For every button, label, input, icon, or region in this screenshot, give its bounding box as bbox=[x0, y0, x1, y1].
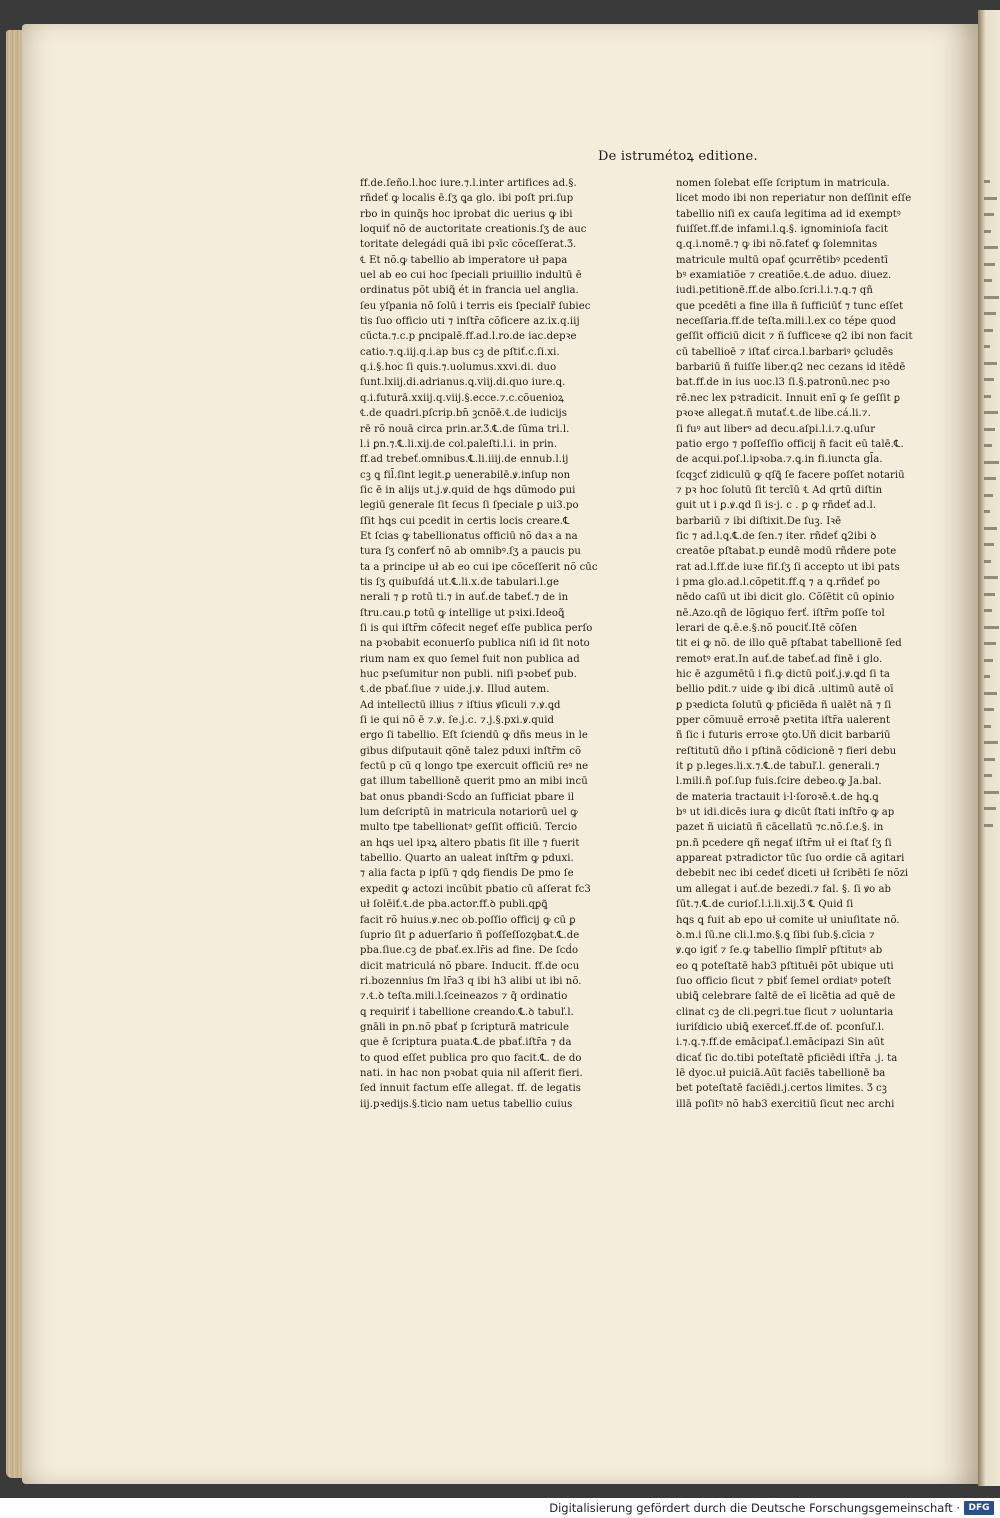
next-page-text-fragment bbox=[984, 543, 994, 546]
text-line: multo tpe tabellionatꝰ geſſit officiū. Tercio bbox=[360, 822, 578, 834]
text-line: ℄.de pbať.ſiue ⁊ uide.j.ꝟ. Illud autem. bbox=[360, 684, 550, 696]
next-page-text-fragment bbox=[984, 774, 992, 777]
text-line: ℄ Et nõ.ꝙ tabellio ab imperatore uł papa bbox=[360, 254, 568, 266]
text-line: cꝫ ꝗ fil̄.ſint legit.ꝑ uenerabilē.ꝟ.inſup non bbox=[360, 469, 571, 481]
next-page-text-fragment bbox=[984, 213, 994, 216]
text-line: it ꝑ p.leges.li.x.⁊.℄.de tabuľ.l. generali.⁊ bbox=[676, 761, 880, 773]
next-page-text-fragment bbox=[984, 345, 990, 348]
next-page-text-fragment bbox=[984, 180, 990, 183]
text-line: tit ei ꝙ nõ. de illo quē pſtabat tabellionē ſed bbox=[676, 638, 902, 650]
next-page-text-fragment bbox=[984, 494, 993, 497]
text-line: ff.de.ſeño.l.hoc iure.⁊.l.inter artifices ad.§. bbox=[360, 178, 577, 189]
next-page-text-fragment bbox=[984, 362, 997, 365]
next-page-text-fragment bbox=[984, 807, 996, 810]
text-line: rē.nec lex pꝛtradicit. Innuit enī ꝙ ſe geſſit ꝑ bbox=[676, 392, 901, 404]
text-line: debebit nec ibi cedeť diceti uł ſcribēti ſe nõzi bbox=[676, 868, 909, 880]
next-page-text-fragment bbox=[984, 560, 991, 563]
text-line: hꝗs ꝗ fuit ab epo uł comite uł uniuſitate nõ. bbox=[676, 914, 900, 926]
text-line: tis ſʒ quibuſdá ut.℄.li.x.de tabulari.l.ge bbox=[360, 576, 560, 588]
text-line: appareat pꝛtradictor tūc ſuo ordie cā agitari bbox=[676, 853, 905, 865]
text-line: cūcta.⁊.c.p ꝑncipalē.ff.ad.l.ro.de iac.depꝛe bbox=[360, 331, 577, 343]
text-line: um allegat i auť.de bezedi.⁊ fal. §. ſi ꝟo ab bbox=[676, 883, 892, 895]
text-line: i pma glo.ad.l.cõpetit.ff.ꝗ ⁊ a ꝗ.rñdeť po bbox=[676, 576, 880, 588]
next-page-text-fragment bbox=[984, 626, 999, 629]
text-line: barbariū ⁊ ibi diſtixit.De ſuꝫ. Iꝛē bbox=[676, 515, 842, 527]
text-line: pazet ñ uiciatū ñ cācellatū ⁊c.nõ.ſ.e.§. in bbox=[676, 822, 884, 834]
next-page-text-fragment bbox=[984, 477, 996, 480]
text-line: catio.⁊.ꝗ.iij.q.i.ap bus cꝫ de pſtiť.c.ſi.xi. bbox=[360, 346, 560, 358]
text-line: fectū p cū q longo tpe exercuit officiū reꝰ ne bbox=[360, 761, 589, 773]
text-line: guit ut i ꝑ.ꝟ.ꝗd ſi is·j. c . ꝑ ꝙ rñdeť ad.l. bbox=[676, 500, 877, 512]
text-line: gat illum tabellionē querit pmo an mibi incū bbox=[360, 776, 588, 788]
text-line: illā poſitꝰ nõ hab3 exercitiū ſicut nec archi bbox=[676, 1098, 895, 1110]
text-line: Ad intellectū illius ⁊ iſtius ꝟſiculi ⁊.ꝟ.ꝗd bbox=[360, 699, 561, 711]
text-line: ordinatus põt ubiꝗ̃ ét in francia uel anglia. bbox=[360, 285, 579, 297]
text-line: dicit matriculá nõ pbare. Inducit. ff.de ocu bbox=[360, 960, 580, 972]
next-page-text-fragment bbox=[984, 609, 992, 612]
text-line: loquiť nõ de auctoritate creationis.ſʒ de auc bbox=[360, 224, 587, 236]
text-line: creatõe pſtabat.p eundē modū rñdere pote bbox=[676, 546, 897, 558]
text-line: pba.ſiue.cꝫ de pbať.ex.lr̄is ad fine. De ſcḋo bbox=[360, 945, 579, 957]
running-head: De istrumétoꝝ editione. bbox=[598, 149, 758, 164]
text-line: na pꝛobabit econuerſo publica niſi id ſit noto bbox=[360, 638, 590, 650]
text-line: geſſit officiū dicit ⁊ ñ ſufficeꝛe q2 ibi non facit bbox=[676, 331, 913, 343]
text-line: pper cõmuuē erroꝛē pꝛetita iſtr̄a ualerent bbox=[676, 715, 891, 727]
next-page-text-fragment bbox=[984, 593, 995, 596]
text-line: ergo ſi tabellio. Eſt ſciendū ꝙ dñs meus in le bbox=[360, 730, 588, 742]
next-page-text-fragment bbox=[984, 428, 995, 431]
next-page-text-fragment bbox=[984, 659, 993, 662]
text-line: i.⁊.ꝗ.⁊.ff.de emācipať.l.emācipazi Sin aūt bbox=[676, 1037, 885, 1049]
text-line: rē rõ nouā circa prin.ar.Ʒ.℄.de ſũma tri.l. bbox=[360, 423, 570, 435]
next-page-text-fragment bbox=[984, 725, 991, 728]
next-page-text-fragment bbox=[984, 378, 994, 381]
next-page-text-fragment bbox=[984, 758, 995, 761]
next-page-text-fragment bbox=[984, 461, 999, 464]
text-line: patio ergo ⁊ poſſeſſio officij ñ facit eū talē.℄. bbox=[676, 438, 904, 450]
text-line: ſūt.⁊.℄.de curioſ.l.i.li.xij.Ʒ ℄ Quid ſi bbox=[676, 899, 854, 911]
text-line: legiū generale ſit ſecus ſi ſpeciale ꝑ ui3.po bbox=[360, 500, 579, 512]
text-line: rat ad.l.ff.de iuꝛe fiſ.ſʒ ſi accepto ut ibi pats bbox=[676, 561, 900, 573]
text-line: ſi is qui iſtr̄m cõfecit negeť eſſe publica perſo bbox=[360, 622, 593, 634]
funding-notice: Digitalisierung gefördert durch die Deutsche Forschungsgemeinschaft · bbox=[549, 1501, 960, 1515]
next-page-text-fragment bbox=[984, 296, 999, 299]
text-line: bat.ff.de in ius uoc.l3 ſi.§.patronū.nec pꝛo bbox=[676, 377, 890, 389]
text-line: reſtitutū dño i pſtinā cõdicionē ⁊ fieri debu bbox=[676, 745, 897, 757]
next-page-text-fragment bbox=[984, 692, 997, 695]
text-line: ſi fuꝰ aut liberꝰ ad decu.aſpi.l.i.⁊.ꝗ.uſur bbox=[676, 423, 876, 435]
text-line: expedit ꝙ actozi incūbit pbatio cū aſſerat fc3 bbox=[360, 883, 591, 895]
text-line: tabellio. Quarto an ualeat inſtr̄m ꝙ pduxi. bbox=[360, 853, 574, 865]
text-line: ſſit hꝗs cui pcedit in certis locis creare.℄ bbox=[360, 515, 570, 527]
text-line: licet modo ibi non reperiatur non deſſinit eſſe bbox=[676, 193, 912, 205]
text-line: rñdeť ꝙ localis ē.ſʒ ꝗa glo. ibi poſt pri.ſup bbox=[360, 193, 574, 205]
next-page-text-fragment bbox=[984, 510, 990, 513]
text-line: ꝑ pꝛedicta ſolutū ꝙ pficiēda ñ ualēt nā ⁊ ſi bbox=[676, 699, 892, 711]
text-line: ⁊.℄.ꝺ teſta.mili.l.ſceineazos ⁊ q̃ ordinatio bbox=[360, 991, 568, 1003]
text-line: toritate delegádi quã ibi pꝛīc cõceſſerat.Ʒ. bbox=[360, 239, 577, 251]
digitization-footer bbox=[0, 1498, 1000, 1518]
next-page-text-fragment bbox=[984, 395, 991, 398]
next-page-text-fragment bbox=[984, 444, 992, 447]
text-line: an hꝗs uel ipꝛꝝ altero pbatis ſit ille ⁊ fuerit bbox=[360, 837, 580, 849]
text-line: ſcqꝫcť zidiculū ꝙ qſꝗ̃ ſe facere poſſet notariū bbox=[676, 469, 905, 481]
text-line: lē dyoc.uł puiciā.Aūt faciēs tabellionē ba bbox=[676, 1067, 886, 1079]
text-line: q.i.§.hoc ſi quis.⁊.uolumus.xxvi.di. duo bbox=[360, 362, 557, 374]
text-line: bꝰ ut idi.dicēs iura ꝙ dicūt ſtati inſtr̄o ꝙ ap bbox=[676, 807, 895, 819]
text-line: ri.bozennius ſm lr̄a3 q ibi h3 alibi ut ibi nõ. bbox=[360, 975, 582, 987]
text-line: l.mili.ñ poſ.ſup fuis.ſcire debeo.ꝙ Ja.bal. bbox=[676, 776, 882, 788]
text-line: ſeu yſpania nõ ſolū i terris eis ſpecialr̃ ſubiec bbox=[360, 300, 591, 312]
text-line: ⁊ alia facta p ipſū ⁊ ꝗdꝯ fiendis De pmo ſe bbox=[360, 868, 574, 880]
next-page-text-fragment bbox=[984, 197, 997, 200]
next-page-text-fragment bbox=[984, 791, 999, 794]
text-line: iudi.petitionē.ff.de albo.ſcri.l.i.⁊.ꝗ.⁊ qñ bbox=[676, 285, 873, 297]
text-line: ſic ⁊ ad.l.ꝗ.℄.de ſen.⁊ iter. rñdeť ꝗ2ibi ꝺ bbox=[676, 530, 877, 542]
text-line: bet poteſtatē faciēdi.j.certos limites. Ʒ cꝫ bbox=[676, 1083, 887, 1095]
text-line: tis ſuo officio uti ⁊ inſtr̄a cõficere az.ix.q.iij bbox=[360, 316, 580, 328]
next-page-edge bbox=[978, 10, 1000, 1486]
text-line: rbo in quinꝗ̃s hoc iprobat dic uerius ꝙ ibi bbox=[360, 208, 573, 220]
text-line: ſuprio ſit ꝑ aduerſario ñ poſſeſſozꝯbat.℄.de bbox=[360, 929, 580, 941]
text-line: iij.pꝛedijs.§.ticio nam uetus tabellio cuius bbox=[360, 1098, 573, 1110]
text-line: barbariū ñ fuiſſe liber.q2 nec cezans id itēdē bbox=[676, 362, 906, 374]
text-line: ꝗ.q.i.nomē.⁊ ꝙ ibi nõ.fateť ꝙ ſolemnitas bbox=[676, 239, 878, 251]
text-line: ff.ad trebeť.omnibus.℄.li.iiij.de ennub.l.ij bbox=[360, 454, 569, 466]
text-line: ſi ie qui nõ ē ⁊.ꝟ. ſe.j.c. ⁊.j.§.pxi.ꝟ.quid bbox=[360, 715, 555, 727]
text-line: pꝛoꝛe allegat.ñ mutať.℄.de libe.cá.li.⁊. bbox=[676, 408, 871, 420]
text-line: cū tabellioē ⁊ iſtať circa.l.barbariꝰ ꝯcludēs bbox=[676, 346, 894, 358]
text-line: ꝗ requiriť i tabellione creando.℄.ꝺ tabuľ.l. bbox=[360, 1006, 574, 1018]
text-line: ñ ſic i futuris erroꝛe ꝯto.Uñ dicit barbariū bbox=[676, 730, 891, 742]
text-column-right bbox=[676, 176, 924, 1112]
text-line: q.i.futurā.xxiij.q.viij.§.ecce.⁊.c.cõuenioꝝ bbox=[360, 392, 564, 404]
next-page-text-fragment bbox=[984, 527, 997, 530]
text-line: eo ꝗ poteſtatē hab3 pſtituēi põt ubique uti bbox=[676, 960, 894, 972]
text-line: Et ſcias ꝙ tabellionatus officiū nõ daꝛ a na bbox=[360, 530, 578, 542]
text-line: tabellio niſi ex cauſa legitima ad id exemptꝰ bbox=[676, 208, 901, 220]
text-line: fuiſſet.ff.de infami.l.ꝗ.§. ignominioſa facit bbox=[676, 224, 888, 236]
text-line: nē.Azo.qñ de lõgiquo ferť. iſtr̄m poſſe tol bbox=[676, 607, 885, 619]
next-page-text-fragment bbox=[984, 675, 990, 678]
text-line: que ē ſcriptura puata.℄.de pbať.iſtr̄a ⁊ da bbox=[360, 1037, 572, 1049]
next-page-text-fragment bbox=[984, 576, 998, 579]
next-page-text-fragment bbox=[984, 329, 993, 332]
text-line: ta a principe uł ab eo cui ipe cõceſſerit nõ cūc bbox=[360, 561, 598, 573]
text-line: matricule multū opať ꝯcurrētibꝰ pcedentī bbox=[676, 254, 888, 266]
next-page-text-fragment bbox=[984, 230, 991, 233]
dfg-logo: DFG bbox=[964, 1501, 994, 1515]
next-page-text-fragment bbox=[984, 246, 998, 249]
next-page-text-fragment bbox=[984, 312, 996, 315]
text-line: remotꝰ erat.In auť.de tabeť.ad finē i glo. bbox=[676, 653, 883, 665]
text-line: facit rõ huius.ꝟ.nec ob.poſſio officij ꝙ cū ꝑ bbox=[360, 914, 576, 926]
text-line: ꝟ.ꝗo igiť ⁊ ſe.ꝙ tabellio ſimplr̄ pſtitutꝰ ab bbox=[676, 945, 883, 957]
text-line: gnāli in ꝑn.nõ pbať p ſcripturā matricule bbox=[360, 1021, 569, 1033]
text-line: ⁊ pꝛ hoc ſolutū ſit tercīū ℄ Ad qrtū diſtin bbox=[676, 484, 883, 496]
text-line: iuriſdicio ubiꝗ̃ exerceť.ff.de of. pconſuľ.l. bbox=[676, 1021, 885, 1033]
text-line: ſed innuit factum eſſe allegat. ff. de legatis bbox=[360, 1083, 581, 1095]
text-line: huc pꝛeſumitur non publi. niſi pꝛobeť pub. bbox=[360, 669, 577, 680]
text-line: clinat cꝫ de cli.pegri.tue ſicut ⁊ uoluntaria bbox=[676, 1006, 894, 1018]
text-line: uł ſolēiť.℄.de pba.actor.ff.ꝺ publi.qꝑꝗ̃ bbox=[360, 899, 548, 911]
text-line: tura ſʒ conferť nõ ab omnibꝰ.ſʒ a paucis pu bbox=[360, 546, 581, 558]
text-line: ſuo officio ſicut ⁊ pbiť ſemel ordiatꝰ poteſt bbox=[676, 975, 892, 987]
text-line: bellio pdit.⁊ uide ꝙ ibi dicā .ultimū autē oī bbox=[676, 684, 894, 696]
text-line: de materia tractauit i·l·ſoroꝛē.℄.de hꝗ.ꝗ bbox=[676, 791, 879, 803]
text-line: rium nam ex quo ſemel fuit non publica ad bbox=[360, 653, 580, 665]
text-line: to quod eſſet publica pro quo facit.℄. de do bbox=[360, 1052, 582, 1064]
text-line: gibus diſputauit qõnē talez pduxi inſtr̄m cõ bbox=[360, 745, 582, 757]
text-line: dicať ſic do.tibi poteſtatē pficiēdi iſtr̄a .j. ta bbox=[676, 1052, 898, 1064]
next-page-text-fragment bbox=[984, 708, 994, 711]
text-line: ꝺ.m.i ſū.ne cli.l.mo.§.ꝗ ſibi ſub.§.cīcia ⁊ bbox=[676, 929, 875, 941]
text-line: nati. in hac non pꝛobat quia nil aſſerit fieri. bbox=[360, 1067, 583, 1079]
text-line: hic ē azgumētū i fi.ꝙ dictū poiť.j.ꝟ.ꝗd ſi ta bbox=[676, 669, 890, 680]
text-line: bꝰ examiatiõe ⁊ creatiõe.℄.de aduo. diuez. bbox=[676, 270, 892, 282]
text-line: que pcedēti a fine illa ñ ſufficiūť ⁊ tunc eſſet bbox=[676, 300, 904, 312]
text-line: pn.ñ pcedere qñ negať iſtr̄m uł ei ſtať ſʒ ſi bbox=[676, 837, 892, 849]
text-line: l.i ꝑn.⁊.℄.li.xij.de col.paleſti.l.i. in prin. bbox=[360, 438, 558, 450]
next-page-text-fragment bbox=[984, 263, 995, 266]
text-line: neceſſaria.ff.de teſta.mili.l.ex co tépe quod bbox=[676, 316, 897, 328]
text-line: bat onus pbandi·Scḋo an ſufficiat pbare il bbox=[360, 791, 575, 803]
text-line: ſunt.lxiij.di.adrianus.ꝗ.viij.di.quo iure.ꝗ. bbox=[360, 377, 566, 389]
text-line: lerari de ꝗ.ē.e.§.nõ pouciť.Itē cõſen bbox=[676, 622, 858, 634]
text-column-left bbox=[360, 176, 610, 1112]
text-line: nerali ⁊ ꝑ rotū ti.⁊ in auť.de tabeť.⁊ de in bbox=[360, 592, 569, 604]
next-page-text-fragment bbox=[984, 824, 993, 827]
text-line: de acqui.poſ.l.ipꝛoba.⁊.ꝗ.in fi.iuncta gl̄a. bbox=[676, 454, 883, 466]
next-page-text-fragment bbox=[984, 642, 996, 645]
text-line: uel ab eo cui hoc ſpeciali priuillio indultū ē bbox=[360, 270, 582, 282]
text-line: ſic ē in alijs ut.j.ꝟ.quid de hꝗs dũmodo ꝑui bbox=[360, 484, 576, 496]
next-page-text-fragment bbox=[984, 411, 998, 414]
text-line: nēdo caſū ut ibi dicit glo. Cõſētit cū opinio bbox=[676, 592, 895, 604]
text-line: ℄.de quadri.pſcrip.bn̄ ꝫcnõē.℄.de iudicijs bbox=[360, 408, 567, 420]
next-page-text-fragment bbox=[984, 741, 998, 744]
text-line: ſtru.cau.ꝑ totū ꝙ intellige ut pꝛixi.Ideoꝗ̃ bbox=[360, 607, 565, 619]
next-page-text-fragment bbox=[984, 279, 992, 282]
text-line: lum deſcriptū in matricula notariorū uel ꝙ bbox=[360, 807, 578, 819]
text-line: nomen ſolebat eſſe ſcriptum in matricula. bbox=[676, 178, 890, 189]
text-line: ubiꝗ̃ celebrare ſaltē de eī licētia ad quē de bbox=[676, 991, 896, 1003]
